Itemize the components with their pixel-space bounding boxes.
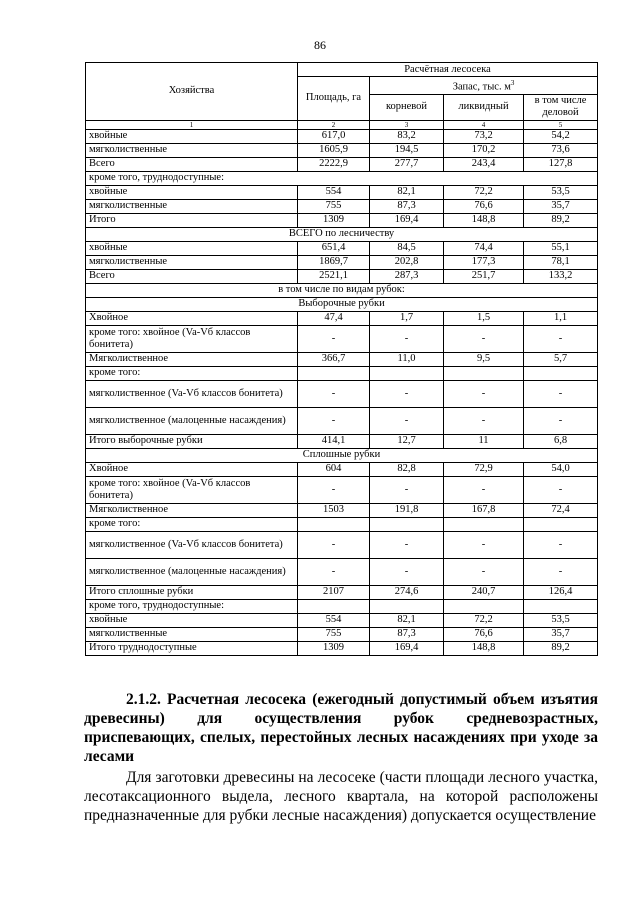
- page-number: 86: [314, 38, 326, 52]
- section-title: ВСЕГО по лесничеству: [86, 227, 598, 241]
- cell-area: 2107: [298, 585, 370, 599]
- cell-business: 35,7: [524, 199, 598, 213]
- table-row: [86, 325, 598, 352]
- section-row: [86, 283, 598, 297]
- row-label: Хвойное: [86, 462, 298, 476]
- cell-area: 366,7: [298, 352, 370, 366]
- row-label: хвойные: [86, 613, 298, 627]
- row-label: мягколиственное (Va-Vб классов бонитета): [86, 380, 298, 407]
- row-label: мягколиственные: [86, 143, 298, 157]
- cell-liquid: 9,5: [444, 352, 524, 366]
- table-row: [86, 241, 598, 255]
- section-row: [86, 448, 598, 462]
- cell-area: 1309: [298, 213, 370, 227]
- cell-liquid: -: [444, 558, 524, 585]
- column-number: 3: [370, 120, 444, 129]
- empty-cell: [370, 366, 444, 380]
- header-root: корневой: [370, 94, 444, 120]
- cell-area: 1309: [298, 641, 370, 655]
- cell-root: -: [370, 380, 444, 407]
- cell-area: 755: [298, 199, 370, 213]
- cell-business: 55,1: [524, 241, 598, 255]
- cell-root: 1,7: [370, 311, 444, 325]
- cell-area: -: [298, 558, 370, 585]
- cell-area: 755: [298, 627, 370, 641]
- row-label: Мягколиственное: [86, 503, 298, 517]
- table-row: [86, 311, 598, 325]
- row-label: кроме того: хвойное (Va-Vб классов бонитета): [86, 476, 298, 503]
- cell-area: 651,4: [298, 241, 370, 255]
- cell-business: 133,2: [524, 269, 598, 283]
- cell-liquid: 11: [444, 434, 524, 448]
- column-numbers-row: [86, 120, 598, 129]
- empty-cell: [524, 517, 598, 531]
- cell-liquid: 76,6: [444, 199, 524, 213]
- header-business: в том числе деловой: [524, 94, 598, 120]
- row-label: Мягколиственное: [86, 352, 298, 366]
- cell-business: 127,8: [524, 157, 598, 171]
- cell-liquid: 177,3: [444, 255, 524, 269]
- cell-area: 2222,9: [298, 157, 370, 171]
- table-row: [86, 462, 598, 476]
- cell-area: -: [298, 531, 370, 558]
- row-label: Всего: [86, 269, 298, 283]
- column-number: 4: [444, 120, 524, 129]
- cell-area: 554: [298, 185, 370, 199]
- table-row: [86, 613, 598, 627]
- table-row: [86, 434, 598, 448]
- cell-area: -: [298, 407, 370, 434]
- row-label: кроме того: хвойное (Va-Vб классов бонитета): [86, 325, 298, 352]
- table-row: [86, 517, 598, 531]
- table-row: [86, 407, 598, 434]
- table-row: [86, 129, 598, 143]
- cell-root: 87,3: [370, 199, 444, 213]
- cell-liquid: 76,6: [444, 627, 524, 641]
- cell-area: -: [298, 380, 370, 407]
- header-liquid: ликвидный: [444, 94, 524, 120]
- table-row: [86, 558, 598, 585]
- cell-business: -: [524, 531, 598, 558]
- table-row: [86, 157, 598, 171]
- cell-area: 2521,1: [298, 269, 370, 283]
- row-label: хвойные: [86, 241, 298, 255]
- cell-business: 54,0: [524, 462, 598, 476]
- cell-business: 1,1: [524, 311, 598, 325]
- table-row: [86, 476, 598, 503]
- cell-liquid: -: [444, 325, 524, 352]
- row-label: Итого: [86, 213, 298, 227]
- empty-cell: [444, 366, 524, 380]
- cell-root: 194,5: [370, 143, 444, 157]
- cell-liquid: 170,2: [444, 143, 524, 157]
- row-label: кроме того:: [86, 366, 298, 380]
- cell-liquid: 72,9: [444, 462, 524, 476]
- empty-cell: [370, 517, 444, 531]
- cell-area: 414,1: [298, 434, 370, 448]
- cell-root: 12,7: [370, 434, 444, 448]
- cell-liquid: 73,2: [444, 129, 524, 143]
- row-label: кроме того, труднодоступные:: [86, 171, 598, 185]
- cell-root: 191,8: [370, 503, 444, 517]
- table-row: [86, 380, 598, 407]
- table-row: [86, 641, 598, 655]
- empty-cell: [444, 517, 524, 531]
- empty-cell: [444, 599, 524, 613]
- cell-business: 6,8: [524, 434, 598, 448]
- column-number: 2: [298, 120, 370, 129]
- empty-cell: [524, 599, 598, 613]
- cell-liquid: 72,2: [444, 613, 524, 627]
- cell-liquid: 148,8: [444, 641, 524, 655]
- cell-root: -: [370, 476, 444, 503]
- cell-liquid: -: [444, 531, 524, 558]
- section-row: [86, 297, 598, 311]
- section-row: [86, 227, 598, 241]
- row-label: Итого труднодоступные: [86, 641, 298, 655]
- cell-liquid: 148,8: [444, 213, 524, 227]
- cell-area: 1869,7: [298, 255, 370, 269]
- cell-business: -: [524, 476, 598, 503]
- cell-liquid: 251,7: [444, 269, 524, 283]
- cell-liquid: -: [444, 476, 524, 503]
- table-row: [86, 255, 598, 269]
- cell-business: -: [524, 407, 598, 434]
- stock-unit-sup: 3: [510, 79, 515, 87]
- cell-root: 274,6: [370, 585, 444, 599]
- section-title: Выборочные рубки: [86, 297, 598, 311]
- cell-root: 84,5: [370, 241, 444, 255]
- allowable-cut-table: [85, 62, 598, 656]
- cell-root: 277,7: [370, 157, 444, 171]
- cell-root: 82,8: [370, 462, 444, 476]
- row-label: мягколиственные: [86, 255, 298, 269]
- cell-area: 1503: [298, 503, 370, 517]
- row-label: кроме того, труднодоступные:: [86, 599, 298, 613]
- header-stock: Запас, тыс. $м^3$: [370, 77, 598, 95]
- cell-area: 554: [298, 613, 370, 627]
- empty-cell: [298, 366, 370, 380]
- header-farm: Хозяйства: [86, 63, 298, 121]
- section-title: Сплошные рубки: [86, 448, 598, 462]
- row-label: мягколиственные: [86, 199, 298, 213]
- table-row: [86, 585, 598, 599]
- table-row: [86, 352, 598, 366]
- cell-liquid: 243,4: [444, 157, 524, 171]
- table-row: [86, 503, 598, 517]
- section-heading: 2.1.2. Расчетная лесосека (ежегодный допустимый объем изъятия древесины) для осуществления рубок средневозрастных, приспевающих, спелых, перестойных лесных насаждениях при уходе за лесами: [84, 691, 598, 765]
- header-area: Площадь, га: [298, 77, 370, 121]
- cell-area: 617,0: [298, 129, 370, 143]
- table-row: [86, 199, 598, 213]
- cell-area: 1605,9: [298, 143, 370, 157]
- cell-liquid: -: [444, 380, 524, 407]
- cell-root: 202,8: [370, 255, 444, 269]
- table-row: [86, 185, 598, 199]
- header-allowable-cut: Расчётная лесосека: [298, 63, 598, 77]
- cell-root: 87,3: [370, 627, 444, 641]
- cell-area: 604: [298, 462, 370, 476]
- table-row: [86, 143, 598, 157]
- empty-cell: [298, 599, 370, 613]
- table-row: [86, 171, 598, 185]
- empty-cell: [524, 366, 598, 380]
- table-row: [86, 269, 598, 283]
- cell-liquid: 72,2: [444, 185, 524, 199]
- cell-area: -: [298, 476, 370, 503]
- empty-cell: [370, 599, 444, 613]
- cell-root: 169,4: [370, 213, 444, 227]
- table-row: [86, 599, 598, 613]
- row-label: мягколиственное (Va-Vб классов бонитета): [86, 531, 298, 558]
- row-label: хвойные: [86, 185, 298, 199]
- body-paragraph: Для заготовки древесины на лесосеке (части площади лесного участка, лесотаксационного выдела, лесного квартала, на которой расположены предназначенные для рубки лесные насаждения) допускается осуществление: [84, 769, 598, 824]
- cell-business: 73,6: [524, 143, 598, 157]
- cell-business: 5,7: [524, 352, 598, 366]
- row-label: мягколиственные: [86, 627, 298, 641]
- row-label: Всего: [86, 157, 298, 171]
- cell-root: -: [370, 558, 444, 585]
- row-label: Хвойное: [86, 311, 298, 325]
- cell-liquid: 240,7: [444, 585, 524, 599]
- empty-cell: [298, 517, 370, 531]
- cell-root: -: [370, 325, 444, 352]
- cell-business: -: [524, 325, 598, 352]
- cell-business: 53,5: [524, 185, 598, 199]
- row-label: Итого выборочные рубки: [86, 434, 298, 448]
- cell-liquid: 74,4: [444, 241, 524, 255]
- cell-business: 89,2: [524, 213, 598, 227]
- cell-root: 82,1: [370, 185, 444, 199]
- table-row: [86, 627, 598, 641]
- cell-business: 126,4: [524, 585, 598, 599]
- cell-business: -: [524, 558, 598, 585]
- cell-liquid: 167,8: [444, 503, 524, 517]
- column-number: 5: [524, 120, 598, 129]
- row-label: хвойные: [86, 129, 298, 143]
- cell-business: 54,2: [524, 129, 598, 143]
- cell-root: 82,1: [370, 613, 444, 627]
- cell-root: 83,2: [370, 129, 444, 143]
- cell-area: -: [298, 325, 370, 352]
- row-label: мягколиственное (малоценные насаждения): [86, 558, 298, 585]
- cell-root: 287,3: [370, 269, 444, 283]
- cell-business: 35,7: [524, 627, 598, 641]
- cell-business: 72,4: [524, 503, 598, 517]
- cell-root: -: [370, 407, 444, 434]
- row-label: Итого сплошные рубки: [86, 585, 298, 599]
- cell-root: 169,4: [370, 641, 444, 655]
- table-row: [86, 531, 598, 558]
- cell-root: 11,0: [370, 352, 444, 366]
- column-number: 1: [86, 120, 298, 129]
- cell-business: -: [524, 380, 598, 407]
- cell-root: -: [370, 531, 444, 558]
- cell-area: 47,4: [298, 311, 370, 325]
- row-label: мягколиственное (малоценные насаждения): [86, 407, 298, 434]
- cell-business: 53,5: [524, 613, 598, 627]
- cell-business: 78,1: [524, 255, 598, 269]
- cell-liquid: -: [444, 407, 524, 434]
- row-label: кроме того:: [86, 517, 298, 531]
- cell-business: 89,2: [524, 641, 598, 655]
- cell-liquid: 1,5: [444, 311, 524, 325]
- section-title: в том числе по видам рубок:: [86, 283, 598, 297]
- table-row: [86, 366, 598, 380]
- table-row: [86, 213, 598, 227]
